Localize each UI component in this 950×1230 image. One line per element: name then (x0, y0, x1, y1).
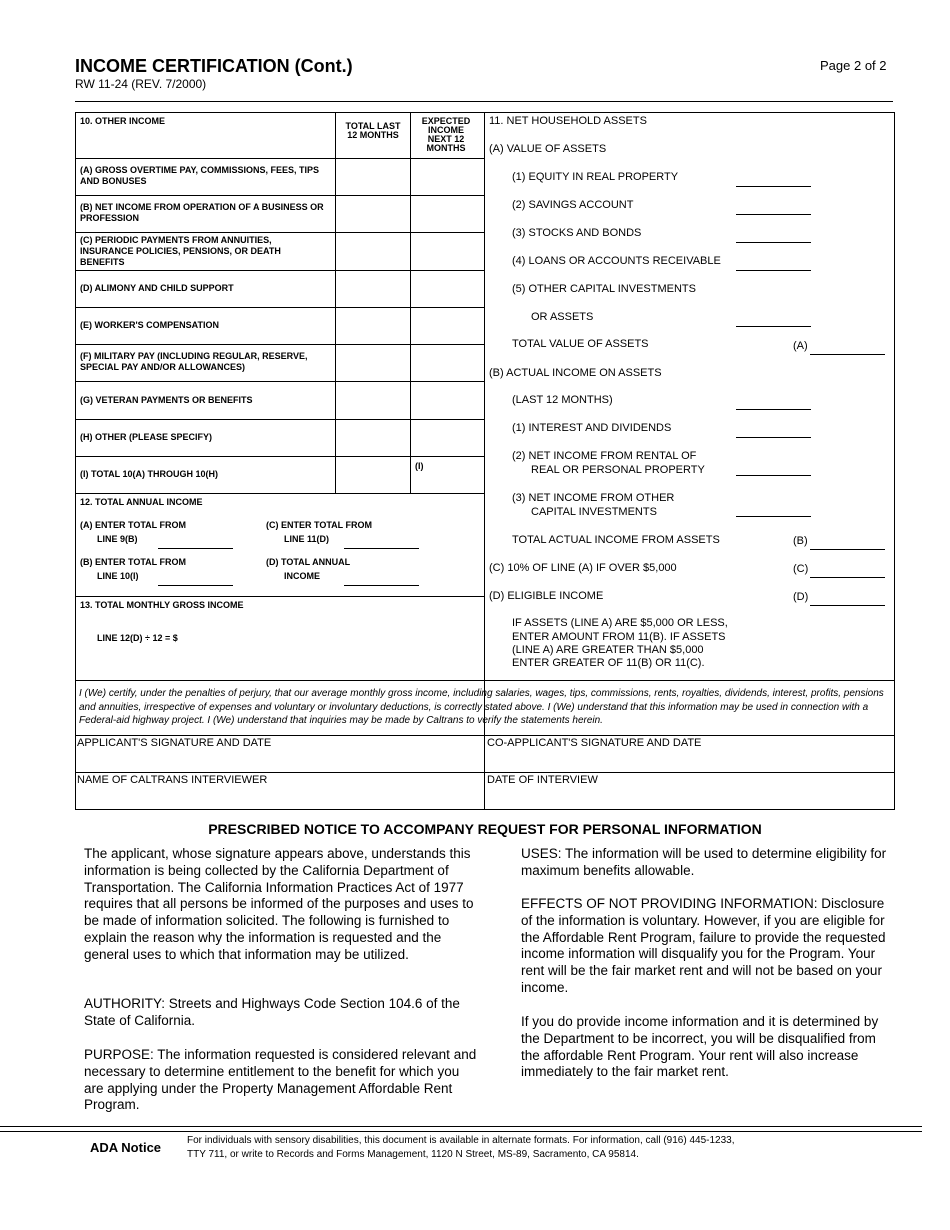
asset-item-3: (3) STOCKS AND BONDS (512, 227, 642, 239)
rental-income: (2) NET INCOME FROM RENTAL OF (512, 450, 697, 462)
eligible-note-4: ENTER GREATER OF 11(B) OR 11(C). (512, 657, 705, 669)
total-value-marker: (A) (793, 340, 808, 352)
row-label-c: (C) PERIODIC PAYMENTS FROM ANNUITIES, INSURANCE POLICIES, PENSIONS, OR DEATH BENEFITS (80, 235, 281, 267)
row-divider (75, 232, 485, 233)
notice-authority: AUTHORITY: Streets and Highways Code Section 104.6 of the State of California. (84, 996, 460, 1028)
total-value-label: TOTAL VALUE OF ASSETS (512, 338, 649, 350)
row-divider (75, 456, 485, 457)
row-divider (75, 493, 485, 494)
total-actual-marker: (B) (793, 535, 808, 547)
annual-b-label: (B) ENTER TOTAL FROM (80, 557, 186, 567)
interviewer-name-label: NAME OF CALTRANS INTERVIEWER (77, 774, 268, 786)
sig-rule (75, 772, 895, 773)
ten-percent-label: (C) 10% OF LINE (A) IF OVER $5,000 (489, 562, 677, 574)
col-divider-1 (335, 112, 336, 494)
notice-left-paragraph-1: The applicant, whose signature appears above, understands this information is being collected by the California Department of Transportation. The California Information Practices Act of 1977 requires that all persons be informed of the purposes and uses to be made of information solicited. The following is furnished to explain the reason why the information is requested and the general uses to which that information may be utilized. (84, 846, 474, 962)
col-divider-2 (410, 112, 411, 494)
annual-d-label: (D) TOTAL ANNUAL (266, 557, 351, 567)
co-applicant-signature-label: CO-APPLICANT'S SIGNATURE AND DATE (487, 737, 702, 749)
ten-percent-field[interactable] (810, 577, 885, 578)
col-total-header: TOTAL LAST 12 MONTHS (345, 121, 401, 140)
row-label-d: (D) ALIMONY AND CHILD SUPPORT (80, 283, 234, 293)
cert-top-rule (75, 680, 895, 681)
ada-notice-line-1: For individuals with sensory disabilities, this document is available in alternate formats. For information, call (916) 445-1233, (187, 1135, 735, 1146)
row-divider (75, 270, 485, 271)
eligible-income-label: (D) ELIGIBLE INCOME (489, 590, 604, 602)
eligible-income-field[interactable] (810, 605, 885, 606)
annual-a-field[interactable] (158, 548, 233, 549)
annual-b-sublabel: LINE 10(I) (97, 571, 139, 581)
certification-statement: I (We) certify, under the penalties of perjury, that our average monthly gross income, including salaries, wages, tips, commissions, rents, royalties, dividends, interest, profits, pensions and annuities, irrespective of expenses and voluntary or involuntary deductions, is correctly stated above. I (We) understand that this information may be used in connection with a Federal-aid highway project. I (We) understand that inquiries may be made by Caltrans to verify the statements herein. (79, 688, 884, 726)
total-value-field[interactable] (810, 354, 885, 355)
form-number: RW 11-24 (REV. 7/2000) (75, 77, 207, 91)
total-actual-label: TOTAL ACTUAL INCOME FROM ASSETS (512, 534, 720, 546)
asset-item-2-field[interactable] (736, 214, 811, 215)
row-divider (75, 158, 485, 159)
asset-item-5-cont: OR ASSETS (531, 311, 594, 323)
row-label-i: (I) TOTAL 10(A) THROUGH 10(H) (80, 469, 219, 479)
annual-d-sublabel: INCOME (284, 571, 320, 581)
row-divider (75, 195, 485, 196)
rental-income-field[interactable] (736, 475, 811, 476)
footer-rule-top (0, 1126, 922, 1127)
col-expected-header: EXPECTED INCOME NEXT 12 MONTHS (421, 116, 471, 153)
other-capital-income-cont: CAPITAL INVESTMENTS (531, 506, 657, 518)
assets-heading: 11. NET HOUSEHOLD ASSETS (489, 115, 647, 127)
other-capital-income: (3) NET INCOME FROM OTHER (512, 492, 675, 504)
annual-c-field[interactable] (344, 548, 419, 549)
asset-item-1: (1) EQUITY IN REAL PROPERTY (512, 171, 679, 183)
asset-item-4-field[interactable] (736, 270, 811, 271)
notice-title: PRESCRIBED NOTICE TO ACCOMPANY REQUEST FOR PERSONAL INFORMATION (208, 821, 762, 837)
interest-dividends-field[interactable] (736, 437, 811, 438)
footer-rule-bottom (0, 1131, 922, 1132)
monthly-formula: LINE 12(D) ÷ 12 = $ (97, 633, 178, 643)
total-marker: (I) (415, 461, 424, 471)
row-label-g: (G) VETERAN PAYMENTS OR BENEFITS (80, 395, 253, 405)
page-number: Page 2 of 2 (820, 58, 887, 73)
asset-item-5-field[interactable] (736, 326, 811, 327)
annual-c-label: (C) ENTER TOTAL FROM (266, 520, 372, 530)
annual-income-heading: 12. TOTAL ANNUAL INCOME (80, 497, 203, 507)
cert-bottom-rule (75, 735, 895, 736)
ada-notice-line-2: TTY 711, or write to Records and Forms Management, 1120 N Street, MS-89, Sacramento, CA 95814. (187, 1149, 639, 1160)
row-divider (75, 419, 485, 420)
row-divider (75, 307, 485, 308)
asset-item-4: (4) LOANS OR ACCOUNTS RECEIVABLE (512, 255, 721, 267)
row-divider (75, 344, 485, 345)
monthly-income-heading: 13. TOTAL MONTHLY GROSS INCOME (80, 600, 244, 610)
row-label-h: (H) OTHER (PLEASE SPECIFY) (80, 432, 213, 442)
center-divider (484, 112, 485, 736)
row-label-a: (A) GROSS OVERTIME PAY, COMMISSIONS, FEES, TIPS AND BONUSES (80, 165, 320, 186)
form-title: INCOME CERTIFICATION (Cont.) (75, 56, 353, 76)
interview-date-label: DATE OF INTERVIEW (487, 774, 598, 786)
header-rule (75, 101, 893, 102)
sig-divider (484, 735, 485, 810)
total-actual-field[interactable] (810, 549, 885, 550)
notice-incorrect-info: If you do provide income information and it is determined by the Department to be incorrect, you will be disqualified from the affordable Rent Program. Your rent will also increase immediately to the fair market rent. (521, 1014, 879, 1080)
annual-d-field[interactable] (344, 585, 419, 586)
ada-notice-text (187, 1134, 837, 1162)
eligible-note-1: IF ASSETS (LINE A) ARE $5,000 OR LESS, (512, 617, 728, 629)
eligible-note-2: ENTER AMOUNT FROM 11(B). IF ASSETS (512, 631, 726, 643)
asset-item-1-field[interactable] (736, 186, 811, 187)
ten-percent-marker: (C) (793, 563, 809, 575)
annual-c-sublabel: LINE 11(D) (284, 534, 330, 544)
value-of-assets-heading: (A) VALUE OF ASSETS (489, 143, 607, 155)
asset-item-5: (5) OTHER CAPITAL INVESTMENTS (512, 283, 696, 295)
ada-notice-label: ADA Notice (90, 1140, 162, 1155)
notice-effects: EFFECTS OF NOT PROVIDING INFORMATION: Disclosure of the information is voluntary. However, if you are eligible for the Affordable Rent Program, failure to provide the requested income information will disqualify you for the Program. Your rent will be the fair market rent and will not be based on your income. (521, 896, 886, 995)
other-income-heading: 10. OTHER INCOME (80, 116, 166, 126)
annual-b-field[interactable] (158, 585, 233, 586)
asset-item-2: (2) SAVINGS ACCOUNT (512, 199, 634, 211)
row-label-f: (F) MILITARY PAY (INCLUDING REGULAR, RESERVE, SPECIAL PAY AND/OR ALLOWANCES) (80, 351, 308, 372)
last-12-field[interactable] (736, 409, 811, 410)
rental-income-cont: REAL OR PERSONAL PROPERTY (531, 464, 705, 476)
actual-income-heading: (B) ACTUAL INCOME ON ASSETS (489, 367, 662, 379)
other-capital-income-field[interactable] (736, 516, 811, 517)
row-divider (75, 596, 485, 597)
notice-purpose: PURPOSE: The information requested is considered relevant and necessary to determine entitlement to the benefit for which you are applying under the Property Management Affordable Rent Program. (84, 1047, 477, 1113)
row-divider (75, 381, 485, 382)
asset-item-3-field[interactable] (736, 242, 811, 243)
applicant-signature-label: APPLICANT'S SIGNATURE AND DATE (77, 737, 272, 749)
annual-a-label: (A) ENTER TOTAL FROM (80, 520, 186, 530)
eligible-income-marker: (D) (793, 591, 809, 603)
notice-uses: USES: The information will be used to determine eligibility for maximum benefits allowable. (521, 846, 887, 878)
row-label-e: (E) WORKER'S COMPENSATION (80, 320, 219, 330)
annual-a-sublabel: LINE 9(B) (97, 534, 138, 544)
interest-dividends: (1) INTEREST AND DIVIDENDS (512, 422, 672, 434)
row-label-b: (B) NET INCOME FROM OPERATION OF A BUSINESS OR PROFESSION (80, 202, 324, 223)
eligible-note-3: (LINE A) ARE GREATER THAN $5,000 (512, 644, 704, 656)
last-12-months: (LAST 12 MONTHS) (512, 394, 613, 406)
